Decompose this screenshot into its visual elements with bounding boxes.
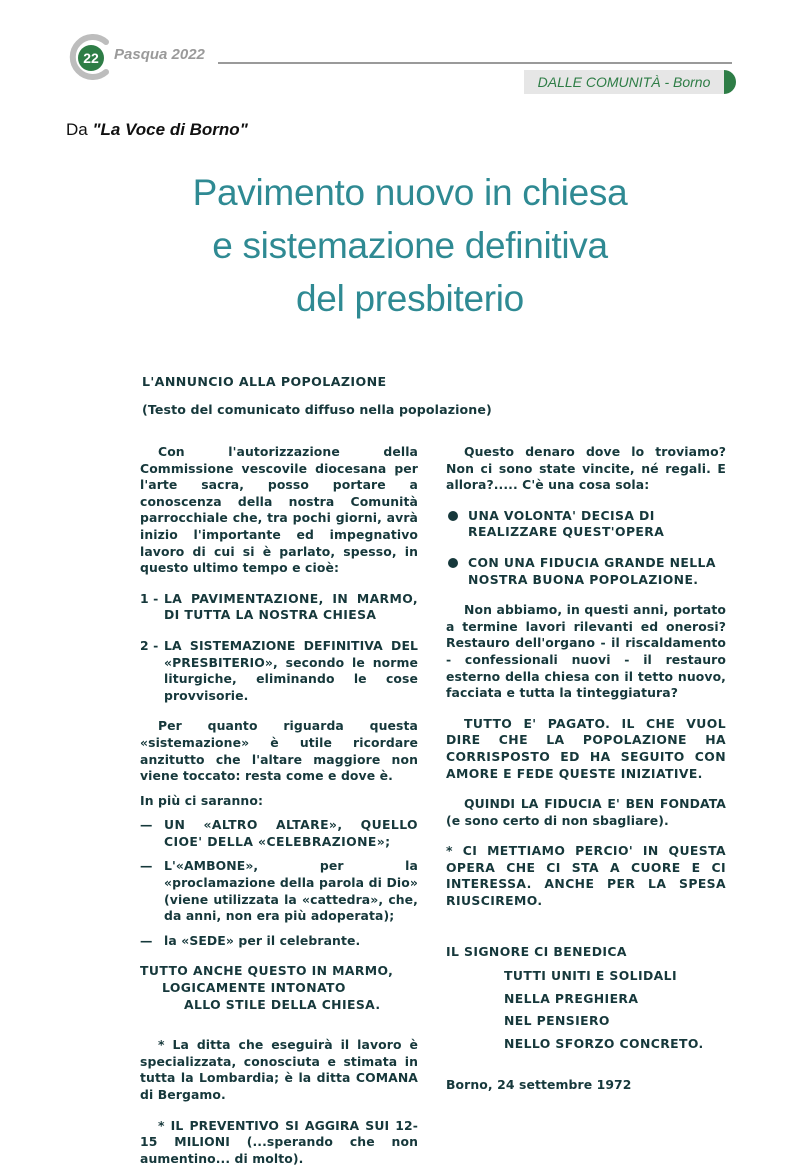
section-label: DALLE COMUNITÀ - Borno xyxy=(537,74,711,90)
numbered-item-1 xyxy=(140,591,418,624)
denaro-paragraph: Questo denaro dove lo troviamo? Non ci sono state vincite, né regali. E allora?..... C'è una cosa sola: xyxy=(446,444,726,493)
title-line: e sistemazione definitiva xyxy=(212,225,608,266)
section-tab-cap xyxy=(724,70,736,94)
dash-text: la «SEDE» per il celebrante. xyxy=(164,932,361,948)
bullet-text: UNA VOLONTA' DECISA DI REALIZZARE QUEST'OPERA xyxy=(468,507,665,540)
page-number: 22 xyxy=(78,45,104,71)
marmo-line: LOGICAMENTE INTONATO xyxy=(162,980,346,996)
intro-paragraph: Con l'autorizzazione della Commissione vescovile diocesana per l'arte sacra, posso portare a conoscenza della nostra Comunità parrocchiale che, tra pochi giorni, avrà inizio l'importante ed impegnativo lavoro di cui si è parlato, spesso, in questo ultimo tempo e cioè: xyxy=(140,444,418,576)
section-tab xyxy=(524,70,724,94)
bullet-dot-icon xyxy=(448,558,458,568)
blessing-block xyxy=(446,968,726,1052)
dash-marker: — xyxy=(140,932,153,948)
list-intro: In più ci saranno: xyxy=(140,792,264,808)
left-column xyxy=(140,444,418,1167)
numbered-item-2 xyxy=(140,638,418,704)
lavori-paragraph: Non abbiamo, in questi anni, portato a termine lavori rilevanti ed onerosi? Restauro dell'organo - il riscaldamento - confessionali nuovi - il restauro esterno della chiesa con il tetto nuovo, facciata e tutta la tinteggiatura? xyxy=(446,602,726,701)
marmo-line: ALLO STILE DELLA CHIESA. xyxy=(184,996,381,1012)
blessing-line: NELLA PREGHIERA xyxy=(504,990,639,1006)
bullet-item-1 xyxy=(446,508,726,541)
dash-text: UN «ALTRO ALTARE», QUELLO CIOE' DELLA «CELEBRAZIONE»; xyxy=(164,817,418,849)
dash-marker: — xyxy=(140,858,153,874)
dash-item-3 xyxy=(140,933,418,950)
header-rule xyxy=(218,62,732,64)
blessing-line: NEL PENSIERO xyxy=(504,1013,610,1029)
dash-item-1 xyxy=(140,817,418,850)
issue-title: Pasqua 2022 xyxy=(114,46,205,63)
blessing-line: TUTTI UNITI E SOLIDALI xyxy=(504,968,677,984)
title-line: del presbiterio xyxy=(296,278,524,319)
benedica-heading: IL SIGNORE CI BENEDICA xyxy=(446,943,627,959)
source-prefix: Da xyxy=(66,120,88,139)
sistemazione-paragraph: Per quanto riguarda questa «sistemazione» è utile ricordare anzitutto che l'altare maggiore non viene toccato: resta come e dove è. xyxy=(140,718,418,784)
marmo-block xyxy=(140,963,418,1013)
ditta-paragraph: * La ditta che eseguirà il lavoro è specializzata, conosciuta e stimata in tutta la Lombardia; è la ditta COMANA di Bergamo. xyxy=(140,1037,418,1102)
article-date: Borno, 24 settembre 1972 xyxy=(446,1076,632,1092)
right-column xyxy=(446,444,726,1093)
mettiamo-paragraph: * CI METTIAMO PERCIO' IN QUESTA OPERA CHE CI STA A CUORE E CI INTERESSA. ANCHE PER LA SPESA RIUSCIREMO. xyxy=(446,843,726,909)
item-marker: 2 - xyxy=(140,637,159,653)
dash-marker: — xyxy=(140,817,153,833)
pagato-paragraph: TUTTO E' PAGATO. IL CHE VUOL DIRE CHE LA POPOLAZIONE HA CORRISPOSTO ED HA SEGUITO CON AMORE E FEDE QUESTE INIZIATIVE. xyxy=(446,715,726,781)
source-line xyxy=(66,120,248,140)
title-line: Pavimento nuovo in chiesa xyxy=(192,172,628,213)
dash-item-2 xyxy=(140,858,418,924)
item-text: LA SISTEMAZIONE DEFINITIVA DEL «PRESBITERIO», secondo le norme liturgiche, eliminando le cose provvisorie. xyxy=(164,637,418,703)
fiducia-paragraph: QUINDI LA FIDUCIA E' BEN FONDATA (e sono certo di non sbagliare). xyxy=(446,796,726,828)
preventivo-paragraph: * IL PREVENTIVO SI AGGIRA SUI 12-15 MILIONI (...sperando che non aumentino... di molto). xyxy=(140,1117,418,1166)
item-text: LA PAVIMENTAZIONE, IN MARMO, DI TUTTA LA NOSTRA CHIESA xyxy=(164,590,418,623)
bullet-item-2 xyxy=(446,555,726,588)
source-publication: "La Voce di Borno" xyxy=(92,120,248,139)
announce-heading: L'ANNUNCIO ALLA POPOLAZIONE xyxy=(142,374,387,389)
dash-text: L'«AMBONE», per la «proclamazione della parola di Dio» (viene utilizzata la «cattedra», che, da anni, non era più adoperata); xyxy=(164,858,418,924)
bullet-dot-icon xyxy=(448,511,458,521)
marmo-line: TUTTO ANCHE QUESTO IN MARMO, xyxy=(140,963,394,979)
item-marker: 1 - xyxy=(140,590,159,606)
blessing-line: NELLO SFORZO CONCRETO. xyxy=(504,1036,704,1052)
announce-subheading: (Testo del comunicato diffuso nella popolazione) xyxy=(142,402,492,417)
article-title xyxy=(150,166,670,325)
bullet-text: CON UNA FIDUCIA GRANDE NELLA NOSTRA BUONA POPOLAZIONE. xyxy=(468,554,716,587)
